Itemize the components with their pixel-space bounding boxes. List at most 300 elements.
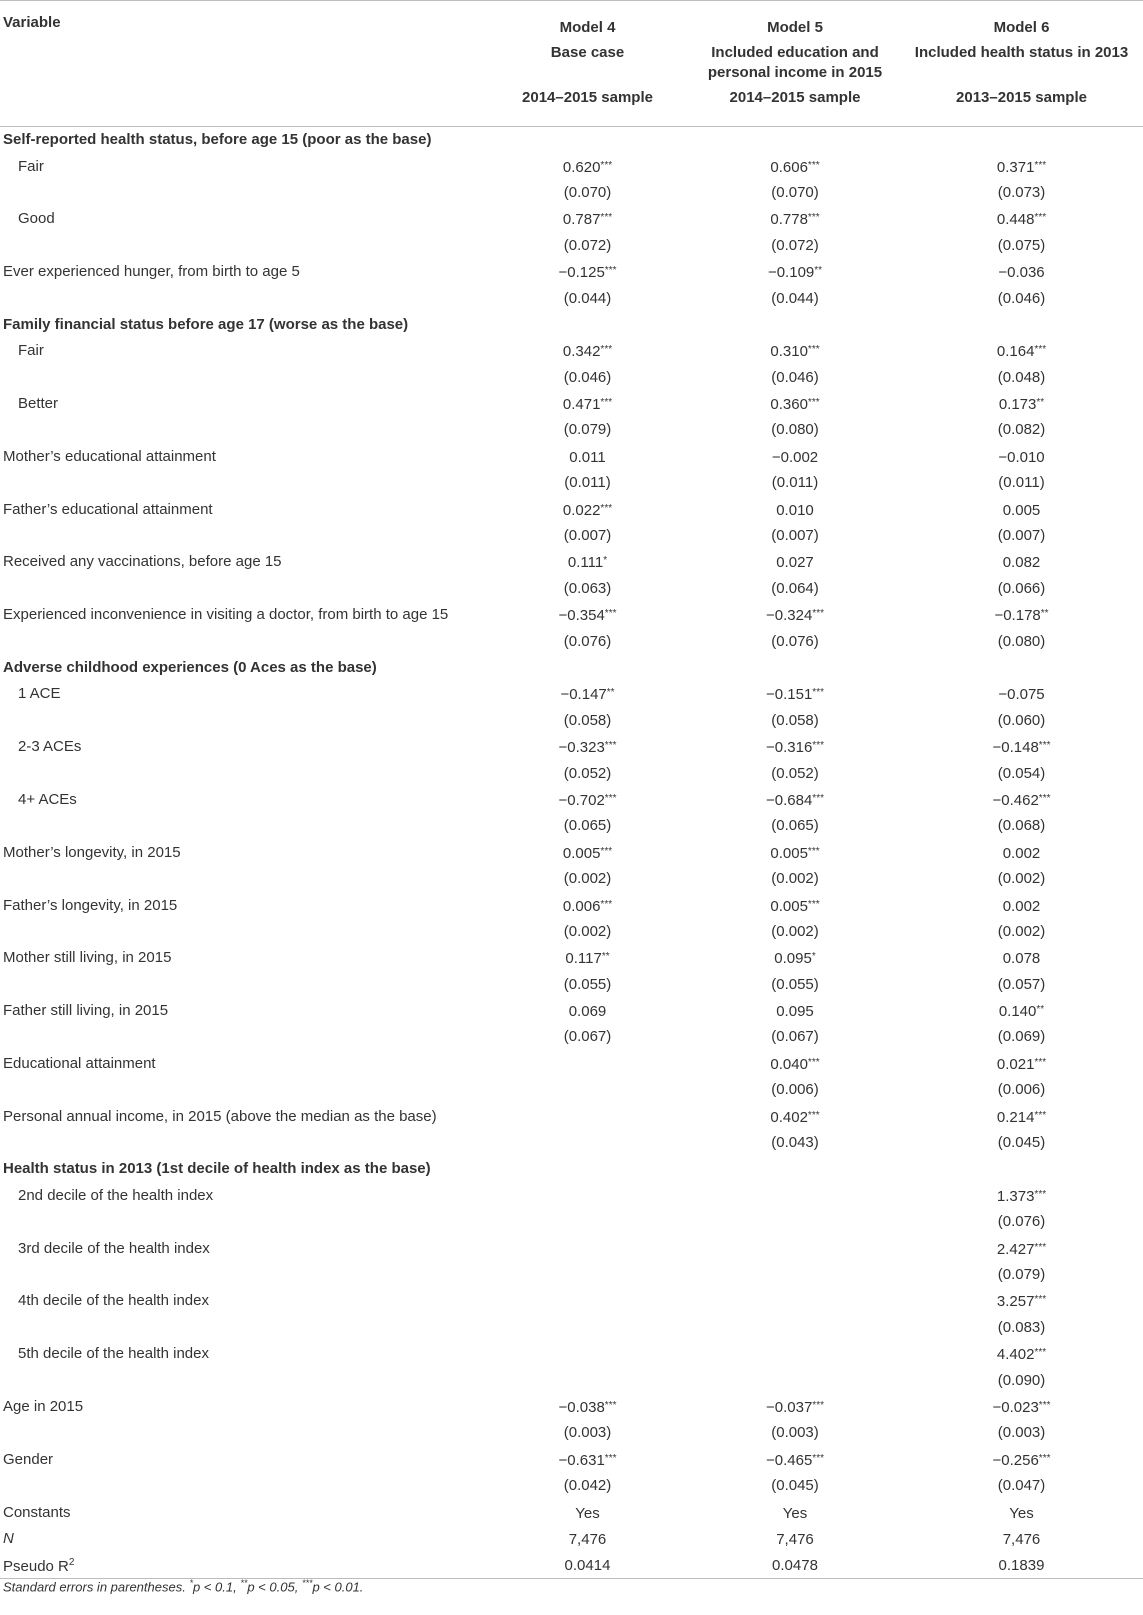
model-6-coefficient (900, 734, 1143, 760)
coef-value: 0.606 (770, 158, 808, 176)
model-5-std-error: (0.065) (771, 817, 819, 835)
model-5-std-error: (0.006) (771, 1081, 819, 1099)
row-label-text: Fair (18, 342, 44, 360)
model-6-std-error: (0.003) (997, 1424, 1046, 1442)
model-4-coefficient (485, 1341, 690, 1367)
row-label-text: 3rd decile of the health index (18, 1239, 210, 1257)
coef-value: Yes (1009, 1504, 1034, 1522)
coef-value: 0.787 (562, 211, 601, 229)
significance-stars: ** (1036, 397, 1045, 409)
significance-stars: *** (600, 898, 613, 910)
coef-row (0, 391, 1143, 417)
coef-value: 0.069 (568, 1003, 607, 1021)
row-label-text: Experienced inconvenience in visiting a doctor, from birth to age 15 (3, 606, 449, 624)
coef-value: 0.1839 (998, 1557, 1045, 1575)
coef-value: −0.036 (998, 264, 1045, 282)
table-header (0, 1, 1143, 127)
model-5-std-error: (0.055) (771, 975, 819, 993)
model-5-coefficient (690, 1526, 900, 1552)
model-4-coefficient (485, 1526, 690, 1552)
row-label (0, 1051, 485, 1077)
significance-stars: *** (1034, 344, 1047, 356)
coef-value: −0.002 (771, 448, 819, 466)
row-label-text: Better (18, 395, 59, 413)
std-error-row (0, 972, 1143, 998)
coef-value: −0.125 (558, 264, 605, 282)
row-label (0, 365, 485, 391)
coef-value: −0.316 (766, 739, 813, 757)
model-5-coefficient (690, 681, 900, 707)
model-6-coefficient (900, 1051, 1143, 1077)
coef-value: Yes (782, 1504, 808, 1522)
footnote-threshold: p < 0.05, (247, 1579, 299, 1595)
coef-value: 7,476 (1002, 1530, 1041, 1548)
row-label (0, 1209, 485, 1235)
row-label (0, 1394, 485, 1420)
significance-stars: *** (600, 344, 613, 356)
model-6-coefficient (900, 840, 1143, 866)
row-label (0, 760, 485, 786)
coef-value: 0.342 (562, 343, 601, 361)
model-6-coefficient (900, 1394, 1143, 1420)
row-label (0, 1103, 485, 1129)
row-label (0, 523, 485, 549)
coef-value: 0.082 (1002, 554, 1041, 572)
significance-stars: *** (604, 608, 617, 620)
model-4-coefficient (485, 1288, 690, 1314)
model-5-std-error: (0.045) (771, 1477, 819, 1495)
model-6-std-error: (0.047) (997, 1477, 1046, 1495)
significance-stars: *** (1034, 212, 1047, 224)
model-5-coefficient (690, 549, 900, 575)
model-4-std-error: (0.044) (563, 289, 612, 307)
model-6-std-error: (0.083) (997, 1318, 1046, 1336)
row-label (0, 602, 485, 628)
significance-stars: *** (812, 792, 824, 804)
row-label-superscript: 2 (68, 1557, 75, 1569)
row-label (0, 206, 485, 232)
coef-value: 0.002 (1002, 897, 1041, 915)
model-4-std-error: (0.067) (563, 1028, 612, 1046)
significance-stars: *** (1038, 1452, 1051, 1464)
model-6-coefficient (900, 945, 1143, 971)
std-error-row (0, 417, 1143, 443)
std-error-row (0, 1367, 1143, 1393)
significance-stars: * (811, 951, 816, 963)
coef-row (0, 734, 1143, 760)
model-4-std-error: (0.046) (563, 368, 612, 386)
model-4-coefficient (485, 444, 690, 470)
std-error-row (0, 365, 1143, 391)
coef-row (0, 892, 1143, 918)
coef-value: 0.0478 (772, 1557, 818, 1575)
model-6-std-error: (0.054) (997, 764, 1046, 782)
model-4-coefficient (485, 153, 690, 179)
std-error-row (0, 760, 1143, 786)
model-5-coefficient (690, 1288, 900, 1314)
row-label (0, 1130, 485, 1156)
coef-value: 0.005 (1002, 501, 1041, 519)
section-row (0, 1156, 1143, 1182)
row-label (0, 1552, 485, 1579)
model-5-std-error: (0.003) (771, 1424, 819, 1442)
coef-row (0, 496, 1143, 522)
significance-stars: * (603, 555, 608, 567)
model-4-coefficient (485, 945, 690, 971)
row-label (0, 866, 485, 892)
row-label-text: Personal annual income, in 2015 (above the median as the base) (3, 1107, 437, 1125)
std-error-row (0, 1420, 1143, 1446)
model-6-coefficient (900, 1447, 1143, 1473)
model-5-coefficient (690, 206, 900, 232)
significance-stars: ** (1040, 608, 1049, 620)
row-label (0, 180, 485, 206)
footnote-intro: Standard errors in parentheses. (3, 1579, 186, 1595)
coef-value: −0.324 (766, 607, 813, 625)
coef-value: 4.402 (996, 1346, 1035, 1364)
model-6-desc: Included health status in 2013 (914, 44, 1129, 61)
significance-stars: ** (606, 687, 615, 699)
model-5-coefficient (690, 1051, 900, 1077)
row-label-text: Mother’s longevity, in 2015 (3, 843, 181, 861)
coef-value: −0.037 (766, 1398, 813, 1416)
model-5-coefficient (690, 892, 900, 918)
std-error-row (0, 628, 1143, 654)
significance-stars: *** (812, 608, 824, 620)
model-5-coefficient (690, 496, 900, 522)
model-6-coefficient (900, 338, 1143, 364)
coef-value: 0.005 (770, 897, 808, 915)
significance-stars: *** (1034, 1294, 1047, 1306)
significance-stars: *** (812, 1452, 824, 1464)
model-4-std-error: (0.042) (563, 1477, 612, 1495)
coef-value: −0.354 (558, 607, 605, 625)
model-5-coefficient (690, 1341, 900, 1367)
row-label (0, 338, 485, 364)
row-label (0, 1499, 485, 1525)
row-label (0, 417, 485, 443)
std-error-row (0, 576, 1143, 602)
model-5-coefficient (690, 153, 900, 179)
model-5-std-error (690, 1209, 900, 1235)
row-label (0, 496, 485, 522)
footnote-threshold: p < 0.01. (312, 1579, 364, 1595)
model-5-std-error: (0.002) (771, 870, 819, 888)
significance-stars: *** (1034, 1109, 1047, 1121)
model-5-std-error: (0.044) (771, 289, 819, 307)
coef-row (0, 1183, 1143, 1209)
coef-row (0, 840, 1143, 866)
model-6-std-error: (0.007) (997, 527, 1046, 545)
model-5-std-error: (0.072) (771, 236, 819, 254)
significance-stars: *** (1034, 1347, 1047, 1359)
coef-value: 0.095 (776, 1003, 814, 1021)
model-5-std-error (690, 1315, 900, 1341)
model-4-coefficient (485, 998, 690, 1024)
model-5-coefficient (690, 1552, 900, 1579)
coef-value: −0.702 (558, 791, 605, 809)
coef-value: 0.011 (569, 448, 606, 466)
model-5-std-error: (0.070) (771, 183, 819, 201)
coef-row (0, 444, 1143, 470)
row-label (0, 1341, 485, 1367)
row-label (0, 1473, 485, 1499)
coef-row (0, 998, 1143, 1024)
model-4-coefficient (485, 1051, 690, 1077)
model-6-std-error: (0.075) (997, 236, 1046, 254)
coef-value: 7,476 (568, 1530, 607, 1548)
model-4-coefficient (485, 1103, 690, 1129)
model-5-std-error: (0.080) (771, 421, 819, 439)
model-6-std-error: (0.079) (997, 1265, 1046, 1283)
coef-value: −0.148 (992, 739, 1039, 757)
footnote-stars: ** (240, 1578, 248, 1588)
model-6-coefficient (900, 549, 1143, 575)
model-4-std-error: (0.052) (563, 764, 612, 782)
model-6-std-error: (0.082) (997, 421, 1046, 439)
coef-row (0, 1526, 1143, 1552)
model-5-coefficient (690, 1447, 900, 1473)
significance-stars: *** (600, 212, 613, 224)
model-4-std-error (485, 1367, 690, 1393)
significance-stars: *** (807, 212, 820, 224)
coef-value: 0.402 (770, 1108, 808, 1126)
model-5-coefficient (690, 1499, 900, 1525)
std-error-row (0, 523, 1143, 549)
row-label-text: Constants (3, 1503, 71, 1521)
model-5-coefficient (690, 945, 900, 971)
coef-value: 0.778 (770, 211, 808, 229)
row-label (0, 840, 485, 866)
coef-value: −0.256 (992, 1451, 1039, 1469)
coef-row (0, 1499, 1143, 1525)
row-label-text: Ever experienced hunger, from birth to age 5 (3, 263, 300, 281)
coef-row (0, 1051, 1143, 1077)
coef-row (0, 1288, 1143, 1314)
section-row (0, 312, 1143, 338)
coef-value: 3.257 (996, 1293, 1035, 1311)
model-6-coefficient (900, 1103, 1143, 1129)
model-4-coefficient (485, 391, 690, 417)
coef-value: 0.005 (562, 844, 601, 862)
row-label-text: Mother’s educational attainment (3, 447, 216, 465)
model-5-std-error (690, 1262, 900, 1288)
model-6-coefficient (900, 892, 1143, 918)
row-label (0, 734, 485, 760)
model-4-coefficient (485, 259, 690, 285)
significance-stars: ** (601, 951, 610, 963)
model-4-coefficient (485, 338, 690, 364)
std-error-row (0, 919, 1143, 945)
significance-stars: *** (807, 159, 820, 171)
significance-stars: *** (812, 687, 824, 699)
model-4-std-error: (0.011) (564, 474, 611, 492)
row-label-text: Educational attainment (3, 1054, 156, 1072)
model-6-coefficient (900, 259, 1143, 285)
row-label (0, 233, 485, 259)
model-4-coefficient (485, 206, 690, 232)
std-error-row (0, 180, 1143, 206)
model-6-std-error: (0.002) (997, 870, 1046, 888)
model-6-coefficient (900, 681, 1143, 707)
significance-stars: *** (1034, 159, 1047, 171)
model-6-std-error: (0.073) (997, 183, 1046, 201)
significance-stars: *** (807, 898, 820, 910)
coef-value: −0.323 (558, 739, 605, 757)
coef-value: 1.373 (996, 1187, 1035, 1205)
significance-stars: *** (604, 1399, 617, 1411)
significance-stars: *** (812, 1399, 824, 1411)
model-6-std-error: (0.060) (997, 711, 1046, 729)
model-4-std-error (485, 1077, 690, 1103)
coef-value: 0.173 (998, 396, 1037, 414)
coef-value: −0.462 (992, 791, 1039, 809)
model-6-std-error: (0.046) (997, 289, 1046, 307)
coef-value: −0.023 (992, 1398, 1039, 1416)
model-6-std-error: (0.090) (997, 1371, 1046, 1389)
footnote-stars: *** (301, 1578, 313, 1588)
model-4-coefficient (485, 892, 690, 918)
coef-value: 0.371 (996, 158, 1035, 176)
row-label (0, 1077, 485, 1103)
model-4-coefficient (485, 1552, 690, 1579)
model-4-coefficient (485, 734, 690, 760)
row-label-text: 2-3 ACEs (18, 738, 82, 756)
model-4-coefficient (485, 549, 690, 575)
section-label: Self-reported health status, before age 15 (poor as the base) (3, 131, 432, 149)
model-4-sample: 2014–2015 sample (522, 89, 653, 106)
model-6-coefficient (900, 1288, 1143, 1314)
model-6-std-error: (0.006) (997, 1081, 1046, 1099)
coef-value: 0.002 (1002, 844, 1041, 862)
coef-row (0, 1394, 1143, 1420)
significance-stars: *** (807, 1056, 820, 1068)
model-4-coefficient (485, 681, 690, 707)
row-label-text: 4th decile of the health index (18, 1292, 209, 1310)
model-4-coefficient (485, 1499, 690, 1525)
significance-stars: *** (604, 1452, 617, 1464)
model-6-coefficient (900, 787, 1143, 813)
model-6-std-error: (0.045) (997, 1134, 1046, 1152)
model-5-std-error: (0.046) (771, 368, 819, 386)
coef-value: −0.038 (558, 1398, 605, 1416)
significance-stars: *** (600, 502, 613, 514)
significance-stars: *** (600, 397, 613, 409)
coef-value: 0.021 (996, 1055, 1035, 1073)
model-4-std-error (485, 1209, 690, 1235)
row-label (0, 892, 485, 918)
coef-value: −0.684 (766, 791, 813, 809)
model-6-coefficient (900, 1526, 1143, 1552)
model-4-std-error: (0.070) (563, 183, 612, 201)
model-4-std-error: (0.063) (563, 579, 612, 597)
row-label (0, 1183, 485, 1209)
significance-stars: *** (604, 265, 617, 277)
coef-value: 0.027 (776, 554, 814, 572)
significance-stars: *** (1038, 792, 1051, 804)
footnote-threshold: p < 0.1, (192, 1579, 237, 1595)
model-6-coefficient (900, 1499, 1143, 1525)
variable-header: Variable (3, 14, 61, 31)
model-5-coefficient (690, 1103, 900, 1129)
row-label-text: Pseudo R (3, 1558, 69, 1576)
std-error-row (0, 1473, 1143, 1499)
coef-value: 0.360 (770, 396, 808, 414)
model-5-coefficient (690, 338, 900, 364)
coef-value: 0.095 (774, 950, 812, 968)
row-label-text: Fair (18, 157, 44, 175)
significance-stars: *** (807, 1109, 820, 1121)
model-5-std-error: (0.058) (771, 711, 819, 729)
table-footnote (3, 1578, 363, 1594)
row-label (0, 1024, 485, 1050)
std-error-row (0, 1077, 1143, 1103)
row-label (0, 153, 485, 179)
model-5-coefficient (690, 787, 900, 813)
coef-value: 0.448 (996, 211, 1035, 229)
model-5-coefficient (690, 1183, 900, 1209)
section-label: Family financial status before age 17 (worse as the base) (3, 315, 409, 333)
coef-row (0, 1235, 1143, 1261)
std-error-row (0, 708, 1143, 734)
model-6-coefficient (900, 1183, 1143, 1209)
model-6-coefficient (900, 496, 1143, 522)
row-label (0, 1526, 485, 1552)
model-5-name: Model 5 (767, 19, 823, 36)
model-4-std-error: (0.065) (563, 817, 612, 835)
coef-value: −0.465 (766, 1451, 813, 1469)
row-label (0, 919, 485, 945)
row-label-text: 5th decile of the health index (18, 1345, 209, 1363)
model-5-sample: 2014–2015 sample (729, 89, 861, 106)
coef-value: 0.620 (562, 158, 601, 176)
significance-stars: *** (604, 740, 617, 752)
significance-stars: ** (814, 265, 823, 277)
coef-row (0, 153, 1143, 179)
model-5-coefficient (690, 602, 900, 628)
row-label-text: Mother still living, in 2015 (3, 949, 172, 967)
model-6-std-error: (0.069) (997, 1028, 1046, 1046)
significance-stars: *** (1034, 1056, 1047, 1068)
model-5-std-error: (0.043) (771, 1134, 819, 1152)
row-label (0, 1367, 485, 1393)
row-label (0, 1420, 485, 1446)
model-6-coefficient (900, 1341, 1143, 1367)
model-4-std-error: (0.079) (563, 421, 612, 439)
model-5-std-error: (0.002) (771, 922, 819, 940)
coef-row (0, 787, 1143, 813)
row-label-text: Father still living, in 2015 (3, 1002, 169, 1020)
row-label (0, 391, 485, 417)
model-4-coefficient (485, 787, 690, 813)
model-5-std-error: (0.067) (771, 1028, 819, 1046)
coef-value: −0.010 (998, 448, 1045, 466)
model-6-sample: 2013–2015 sample (956, 89, 1087, 106)
std-error-row (0, 866, 1143, 892)
std-error-row (0, 470, 1143, 496)
coef-value: 0.117 (565, 950, 602, 968)
significance-stars: *** (812, 740, 824, 752)
significance-stars: *** (807, 344, 820, 356)
coef-row (0, 259, 1143, 285)
significance-stars: *** (807, 397, 820, 409)
model-4-name: Model 4 (559, 19, 616, 36)
model-4-coefficient (485, 1183, 690, 1209)
row-label (0, 1235, 485, 1261)
model-5-coefficient (690, 1235, 900, 1261)
section-label: Health status in 2013 (1st decile of health index as the base) (3, 1160, 431, 1178)
section-row (0, 127, 1143, 153)
